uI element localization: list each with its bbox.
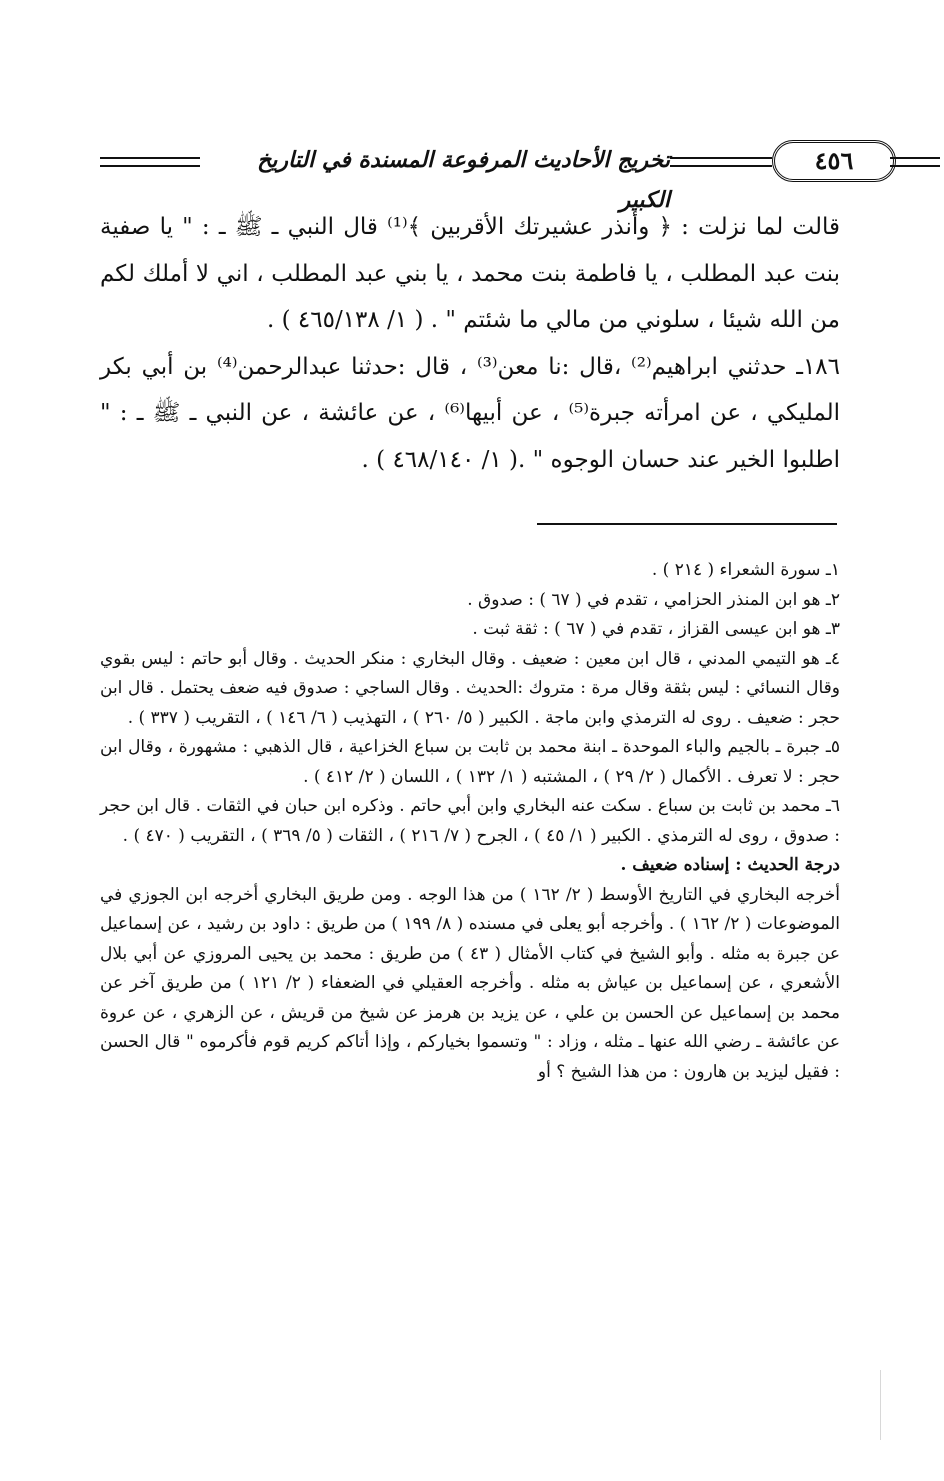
header-rule-right	[890, 157, 940, 167]
main-text	[100, 204, 840, 483]
footnote-5: ٥ـ جبرة ـ بالجيم والباء الموحدة ـ ابنة محمد بن ثابت بن سباع الخزاعية ، قال الذهبي : مشهورة ، وقال ابن حجر : لا تعرف . الأكمال ( ٢/ ٢٩ ) ، المشتبه ( ١/ ١٣٢ ) ، اللسان ( ٢/ ٤١٢ ) .	[100, 737, 840, 787]
footnotes-section	[100, 556, 840, 1087]
page-header	[100, 140, 854, 213]
margin-mark	[880, 1370, 881, 1440]
book-title: تخريج الأحاديث المرفوعة المسندة في التاريخ الكبير	[200, 140, 674, 180]
header-rule-middle	[670, 157, 772, 167]
footnote-6: ٦ـ محمد بن ثابت بن سباع . سكت عنه البخاري وابن أبي حاتم . وذكره ابن حبان في الثقات . قال ابن حجر : صدوق ، روى له الترمذي . الكبير ( ١/ ٤٥ ) ، الجرح ( ٧/ ٢١٦ ) ، الثقات ( ٥/ ٣٦٩ ) ، التقريب ( ٤٧٠ ) .	[100, 796, 841, 846]
footnote-3: ٣ـ هو ابن عيسى القزاز ، تقدم في ( ٦٧ ) : ثقة ثبت .	[472, 619, 840, 639]
page-number-badge: ٤٥٦	[772, 140, 896, 182]
footnote-separator	[537, 523, 837, 525]
takhrij-paragraph: أخرجه البخاري في التاريخ الأوسط ( ٢/ ١٦٢ ) من هذا الوجه . ومن طريق البخاري أخرجه ابن الجوزي في الموضوعات ( ٢/ ١٦٢ ) . وأخرجه أبو يعلى في مسنده ( ٨/ ١٩٩ ) من طريق : داود بن رشيد ، عن إسماعيل عن جبرة به مثله . وأبو الشيخ في كتاب الأمثال ( ٤٣ ) من طريق : محمد بن يحيى المروزي عن أبي بلال الأشعري ، عن إسماعيل بن عياش به مثله . وأخرجه العقيلي في الضعفاء ( ٢/ ١٢١ ) من طريق آخر عن محمد بن إسماعيل عن الحسن بن علي ، عن يزيد بن هرمز عن شيخ من قريش ، عن الزهري ، عن عروة عن عائشة ـ رضي الله عنها ـ مثله ، وزاد : " وتسموا بخياركم ، وإذا أتاكم كريم قوم فأكرموه " قال الحسن : فقيل ليزيد بن هارون : من هذا الشيخ ؟ أو	[100, 884, 841, 1082]
hadith-paragraph-1: قالت لما نزلت : ﴿ وأنذر عشيرتك الأقربين ﴾⁽¹⁾ قال النبي ـ ﷺ ـ : " يا صفية بنت عبد المطلب ، يا فاطمة بنت محمد ، يا بني عبد المطلب ، اني لا أملك لكم من الله شيئا ، سلوني من مالي ما شئتم " . ( ١/ ٤٦٥/١٣٨ ) .	[100, 214, 841, 333]
hadith-paragraph-186: ١٨٦ـ حدثني ابراهيم⁽²⁾ ،قال :نا معن⁽³⁾ ، قال :حدثنا عبدالرحمن⁽⁴⁾ بن أبي بكر المليكي ، عن امرأته جبرة⁽⁵⁾ ، عن أبيها⁽⁶⁾ ، عن عائشة ، عن النبي ـ ﷺ ـ : " اطلبوا الخير عند حسان الوجوه " .( ١/ ٤٦٨/١٤٠ ) .	[100, 353, 841, 473]
footnote-4: ٤ـ هو التيمي المدني ، قال ابن معين : ضعيف . وقال البخاري : منكر الحديث . وقال أبو حاتم : ليس بقوي وقال النسائي : ليس بثقة وقال مرة : متروك :الحديث . وقال الساجي : صدوق فيه ضعف يحتمل . قال ابن حجر : ضعيف . روى له الترمذي وابن ماجة . الكبير ( ٥/ ٢٦٠ ) ، التهذيب ( ٦/ ١٤٦ ) ، التقريب ( ٣٣٧ ) .	[100, 648, 840, 728]
footnote-2: ٢ـ هو ابن المنذر الحزامي ، تقدم في ( ٦٧ ) : صدوق .	[467, 589, 840, 610]
hadith-grade: درجة الحديث : إسناده ضعيف .	[620, 855, 840, 875]
footnote-1: ١ـ سورة الشعراء ( ٢١٤ ) .	[651, 560, 840, 580]
